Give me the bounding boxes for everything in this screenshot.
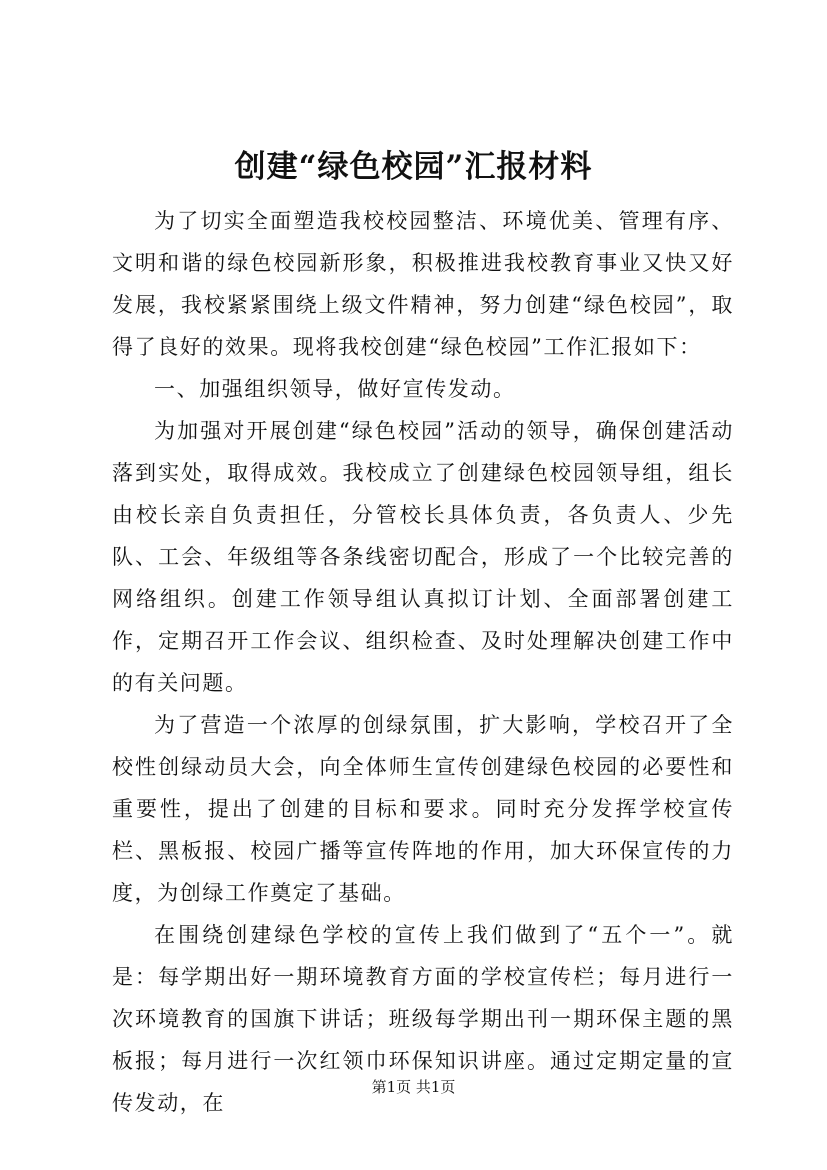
paragraph-five-ones: 在围绕创建绿色学校的宣传上我们做到了“五个一”。就是：每学期出好一期环境教育方面的学校宣传栏；每月进行一次环境教育的国旗下讲话；班级每学期出刊一期环保主题的黑板报；每月进行一次红领巾环保知识讲座。通过定期定量的宣传发动，在 — [112, 923, 734, 1115]
document-body — [112, 200, 734, 1124]
paragraph-intro: 为了切实全面塑造我校校园整洁、环境优美、管理有序、文明和谐的绿色校园新形象，积极推进我校教育事业又快又好发展，我校紧紧围绕上级文件精神，努力创建“绿色校园”，取得了良好的效果。现将我校创建“绿色校园”工作汇报如下： — [112, 209, 734, 359]
document-title: 创建“绿色校园”汇报材料 — [234, 149, 593, 185]
paragraph-leadership: 为加强对开展创建“绿色校园”活动的领导，确保创建活动落到实处，取得成效。我校成立了创建绿色校园领导组，组长由校长亲自负责担任，分管校长具体负责，各负责人、少先队、工会、年级组等各条线密切配合，形成了一个比较完善的网络组织。创建工作领导组认真拟订计划、全面部署创建工作，定期召开工作会议、组织检查、及时处理解决创建工作中的有关问题。 — [112, 419, 734, 695]
page-footer: 第1页 共1页 — [371, 1078, 456, 1096]
paragraph-atmosphere: 为了营造一个浓厚的创绿氛围，扩大影响，学校召开了全校性创绿动员大会，向全体师生宣传创建绿色校园的必要性和重要性，提出了创建的目标和要求。同时充分发挥学校宣传栏、黑板报、校园广播等宣传阵地的作用，加大环保宣传的力度，为创绿工作奠定了基础。 — [112, 713, 734, 905]
section-heading-1: 一、加强组织领导，做好宣传发动。 — [154, 377, 516, 401]
